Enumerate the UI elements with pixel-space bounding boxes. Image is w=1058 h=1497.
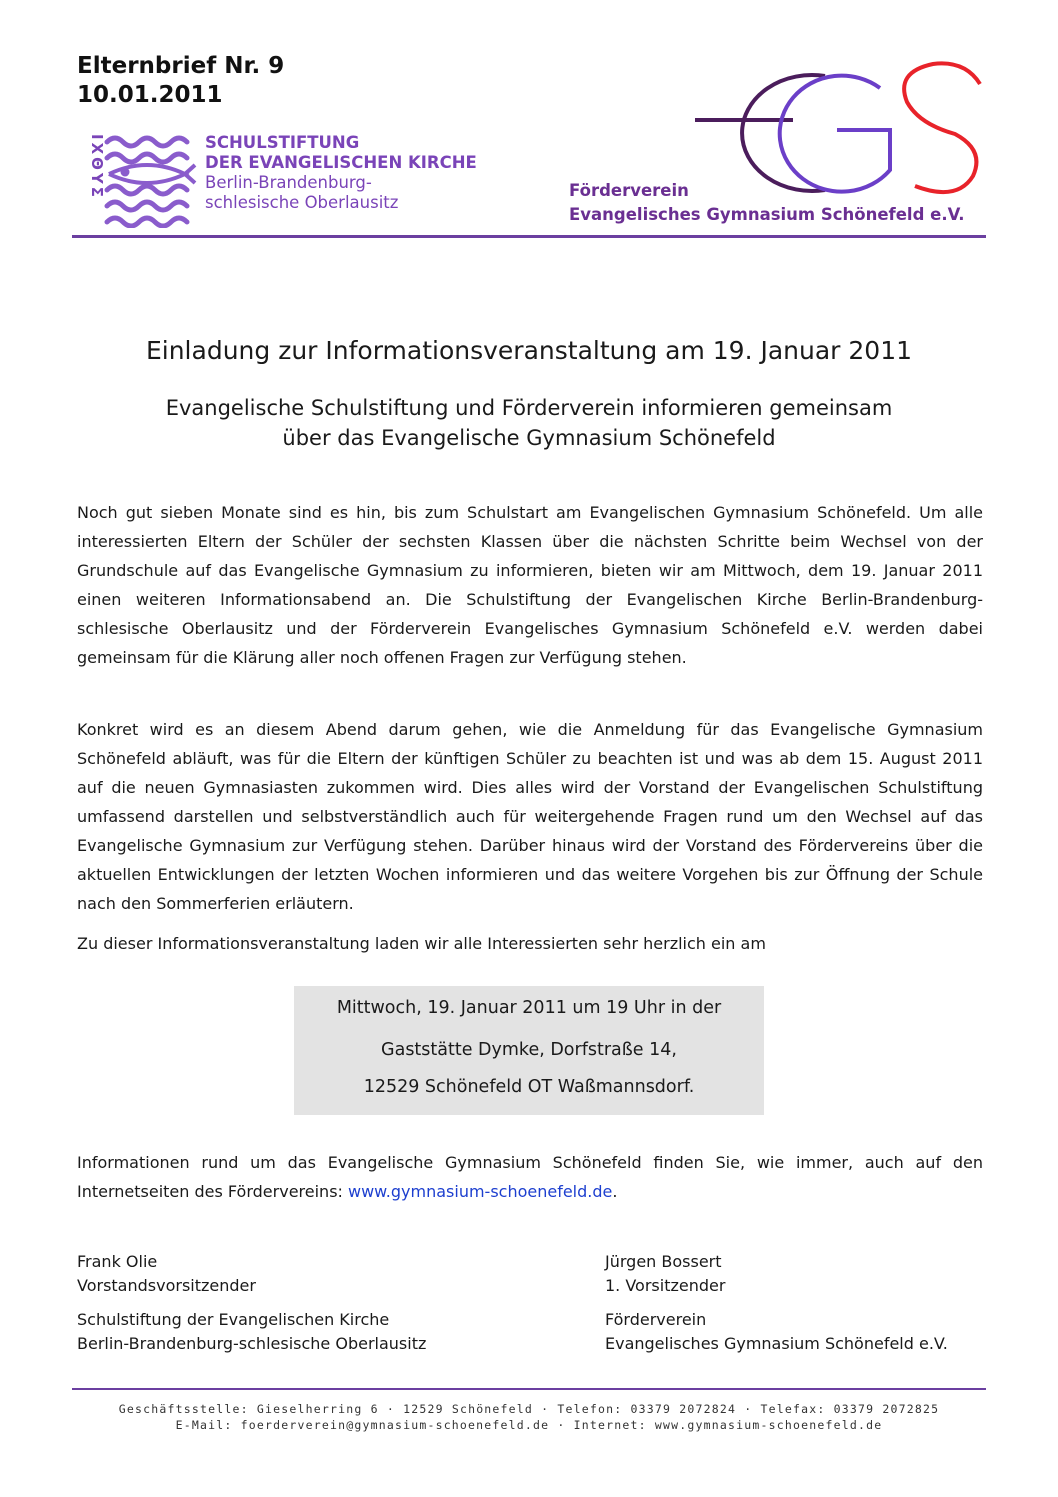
footer-address: Geschäftsstelle: Gieselherring 6 · 12529 Schönefeld · Telefon: 03379 2072824 · Telefax: 03379 2072825 bbox=[118, 1402, 940, 1416]
footer-divider bbox=[72, 1388, 986, 1390]
egs-logo bbox=[675, 58, 985, 198]
stiftung-line3: Berlin-Brandenburg- bbox=[205, 173, 372, 192]
letter-header bbox=[77, 52, 284, 110]
event-line2: Gaststätte Dymke, Dorfstraße 14, bbox=[381, 1040, 677, 1060]
signature-right-name: Jürgen Bossert bbox=[605, 1252, 722, 1271]
letter-date: 10.01.2011 bbox=[77, 82, 223, 108]
body-paragraph-2: Konkret wird es an diesem Abend darum gehen, wie die Anmeldung für das Evangelische Gymnasium Schönefeld abläuft, was für die Eltern der künftigen Schüler zu beachten ist und was ab dem 15. August 2011 auf die neuen Gymnasiasten zukommen wird. Dies alles wird der Vorstand der Evangelischen Schulstiftung umfassend darstellen und selbstverständlich auch für weitergehende Fragen rund um den Wechsel auf das Evangelische Gymnasium zur Verfügung stehen. Darüber hinaus wird der Vorstand des Fördervereins über die aktuellen Entwicklungen der letzten Wochen informieren und das weitere Vorgehen bis zur Öffnung der Schule nach den Sommerferien erläutern. bbox=[77, 720, 983, 913]
ichthys-text: ΙΧΘΥΣ bbox=[88, 134, 106, 201]
signature-left-role: Vorstandsvorsitzender bbox=[77, 1276, 256, 1295]
info-text: Informationen rund um das Evangelische Gymnasium Schönefeld finden Sie, wie immer, auch auf den Internetseiten des Fördervereins: bbox=[77, 1153, 983, 1201]
egs-letter-e bbox=[742, 75, 825, 191]
body-paragraph-3: Zu dieser Informationsveranstaltung laden wir alle Interessierten sehr herzlich ein am bbox=[77, 934, 766, 953]
stiftung-line2: DER EVANGELISCHEN KIRCHE bbox=[205, 153, 477, 172]
foerderverein-name bbox=[569, 179, 965, 227]
stiftung-line4: schlesische Oberlausitz bbox=[205, 193, 399, 212]
event-line3: 12529 Schönefeld OT Waßmannsdorf. bbox=[363, 1077, 695, 1097]
subtitle-line2: über das Evangelische Gymnasium Schönefeld bbox=[282, 426, 776, 450]
header-divider bbox=[72, 235, 986, 238]
signature-left-org1: Schulstiftung der Evangelischen Kirche bbox=[77, 1310, 390, 1329]
fv-line1: Förderverein bbox=[569, 181, 689, 200]
egs-letter-g bbox=[780, 76, 890, 192]
info-paragraph bbox=[77, 1148, 983, 1206]
page-title: Einladung zur Informationsveranstaltung am 19. Januar 2011 bbox=[145, 336, 913, 365]
signature-right-org2: Evangelisches Gymnasium Schönefeld e.V. bbox=[605, 1334, 948, 1353]
signature-left bbox=[77, 1250, 426, 1356]
subtitle-line1: Evangelische Schulstiftung und Förderverein informieren gemeinsam bbox=[165, 396, 893, 420]
fish-icon bbox=[109, 165, 195, 183]
signature-left-org2: Berlin-Brandenburg-schlesische Oberlausitz bbox=[77, 1334, 427, 1353]
info-text-end: . bbox=[612, 1182, 618, 1201]
signature-left-name: Frank Olie bbox=[77, 1252, 158, 1271]
footer-contact: E-Mail: foerderverein@gymnasium-schoenefeld.de · Internet: www.gymnasium-schoenefeld.de bbox=[175, 1418, 883, 1432]
event-line1: Mittwoch, 19. Januar 2011 um 19 Uhr in der bbox=[336, 998, 722, 1018]
page-subtitle bbox=[0, 393, 1058, 453]
signature-right-org1: Förderverein bbox=[605, 1310, 707, 1329]
website-link[interactable]: www.gymnasium-schoenefeld.de bbox=[348, 1182, 613, 1201]
schulstiftung-name bbox=[205, 133, 477, 213]
fv-line2: Evangelisches Gymnasium Schönefeld e.V. bbox=[569, 205, 965, 224]
body-paragraph-1: Noch gut sieben Monate sind es hin, bis zum Schulstart am Evangelischen Gymnasium Schönefeld. Um alle interessierten Eltern der Schüler der sechsten Klassen über die nächsten Schritte beim Wechsel von der Grundschule auf das Evangelische Gymnasium zu informieren, bieten wir am Mittwoch, dem 19. Januar 2011 einen weiteren Informationsabend an. Die Schulstiftung der Evangelischen Kirche Berlin-Brandenburg-schlesische Oberlausitz und der Förderverein Evangelisches Gymnasium Schönefeld e.V. werden dabei gemeinsam für die Klärung aller noch offenen Fragen zur Verfügung stehen. bbox=[77, 503, 983, 667]
stiftung-line1: SCHULSTIFTUNG bbox=[205, 133, 360, 152]
signature-right bbox=[605, 1250, 948, 1356]
signature-right-role: 1. Vorsitzender bbox=[605, 1276, 726, 1295]
egs-letter-s bbox=[904, 63, 980, 192]
letter-title: Elternbrief Nr. 9 bbox=[77, 53, 285, 79]
